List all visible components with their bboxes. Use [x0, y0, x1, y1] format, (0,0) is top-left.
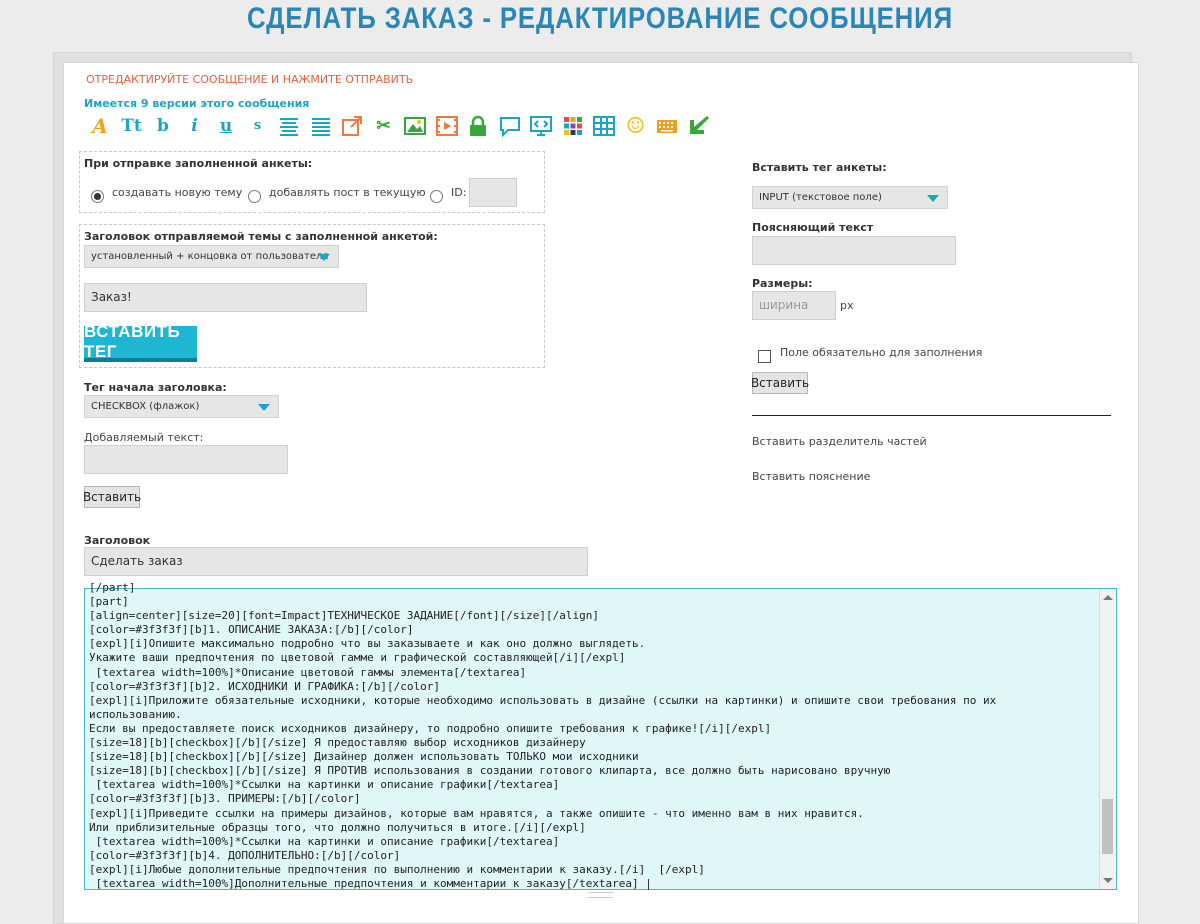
chevron-down-icon: [927, 195, 939, 202]
video-icon[interactable]: [435, 114, 459, 138]
underline-icon[interactable]: u: [219, 116, 233, 136]
editor-line: [textarea width=100%]*Ссылки на картинки и описание графики[/textarea]: [89, 778, 560, 792]
insert-start-tag-button[interactable]: Вставить: [84, 486, 140, 508]
editor-line: [expl][i]Приложите обязательные исходники, которые необходимо использовать в дизайне (ссылки на картинки) и опишите свои требования по их: [89, 693, 997, 707]
editor-line: [color=#3f3f3f][b]3. ПРИМЕРЫ:[/b][/color]: [89, 792, 361, 806]
added-text-label: Добавляемый текст:: [84, 431, 204, 444]
chevron-down-icon: [258, 404, 270, 411]
speech-bubble-icon[interactable]: [498, 114, 522, 138]
editor-line: [size=18][b][checkbox][/b][/size] Я предоставляю выбор исходников дизайнеру: [89, 736, 586, 750]
added-text-input[interactable]: [84, 445, 288, 474]
form-tag-select[interactable]: [752, 186, 948, 209]
scissors-icon[interactable]: ✂: [376, 116, 391, 136]
hint-text-input[interactable]: [752, 236, 956, 265]
editor-line: [textarea width=100%]*Ссылки на картинки и описание графики[/textarea]: [89, 834, 560, 848]
editor-line: [color=#3f3f3f][b]1. ОПИСАНИЕ ЗАКАЗА:[/b][/color]: [89, 623, 414, 637]
thread-title-mode-value: установленный + концовка от пользователя: [91, 251, 329, 262]
editor-line: [textarea width=100%]*Описание цветовой гаммы элемента[/textarea]: [89, 665, 527, 679]
scroll-thumb[interactable]: [1102, 799, 1113, 854]
title-start-tag-select[interactable]: [84, 395, 279, 418]
editor-line: [align=center][size=20][font=Impact]ТЕХНИЧЕСКОЕ ЗАДАНИЕ[/font][/size][/align]: [89, 609, 599, 623]
scroll-up-icon[interactable]: [1103, 595, 1113, 600]
insert-tag-button[interactable]: ВСТАВИТЬ ТЕГ: [84, 326, 197, 362]
image-icon[interactable]: [403, 114, 427, 138]
form-tag-value: INPUT (текстовое поле): [759, 192, 882, 203]
editor-line: [size=18][b][checkbox][/b][/size] Дизайнер должен использовать ТОЛЬКО мои исходники: [89, 750, 639, 764]
on-submit-label: При отправке заполненной анкеты:: [84, 157, 313, 170]
editor-line: Или приблизительные образцы того, что должно получиться в итоге.[/i][/expl]: [89, 820, 586, 834]
editor-line: [textarea width=100%]Дополнительные предпочтения и комментарии к заказу[/textarea] |: [89, 876, 652, 890]
editor-line: [color=#3f3f3f][b]4. ДОПОЛНИТЕЛЬНО:[/b][/color]: [89, 848, 401, 862]
radio-new-topic[interactable]: [91, 186, 104, 205]
instruction-text: ОТРЕДАКТИРУЙТЕ СООБЩЕНИЕ И НАЖМИТЕ ОТПРАВИТЬ: [86, 73, 414, 86]
resize-handle[interactable]: [588, 892, 613, 898]
title-start-tag-label: Тег начала заголовка:: [84, 381, 227, 394]
align-justify-icon[interactable]: [309, 114, 333, 138]
insert-separator-link[interactable]: Вставить разделитель частей: [752, 435, 927, 448]
title-start-tag-value: CHECKBOX (флажок): [91, 401, 200, 412]
radio-add-post-label: добавлять пост в текущую: [269, 186, 426, 199]
arrow-down-left-icon[interactable]: [687, 114, 711, 138]
font-size-icon[interactable]: Tt: [121, 116, 142, 136]
editor-line: Если вы предоставляете поиск исходников дизайнеру, то подробно опишите требования к графике![/i][/expl]: [89, 721, 772, 735]
editor-line: [/part]: [89, 581, 136, 594]
lock-icon[interactable]: [466, 114, 490, 138]
width-input[interactable]: ширина: [752, 291, 836, 320]
chevron-down-icon: [318, 254, 330, 261]
external-link-icon[interactable]: [340, 114, 364, 138]
editor-toolbar: [88, 112, 718, 140]
id-input[interactable]: [469, 178, 517, 207]
editor-line: использованию.: [89, 707, 182, 721]
radio-new-topic-label: создавать новую тему: [112, 186, 243, 199]
align-center-icon[interactable]: [277, 114, 301, 138]
editor-line: [color=#3f3f3f][b]2. ИСХОДНИКИ И ГРАФИКА:[/b][/color]: [89, 679, 440, 693]
insert-form-tag-label: Вставить тег анкеты:: [752, 161, 887, 174]
hint-text-label: Поясняющий текст: [752, 221, 874, 234]
thread-title-label: Заголовок отправляемой темы с заполненной анкетой:: [84, 230, 438, 243]
editor-line: [size=18][b][checkbox][/b][/size] Я ПРОТИВ использования в создании готового клипарта, все должно быть нарисовано вручную: [89, 764, 891, 778]
bold-icon[interactable]: b: [157, 116, 169, 136]
insert-explanation-link[interactable]: Вставить пояснение: [752, 470, 871, 483]
thread-title-mode-select[interactable]: [84, 245, 339, 268]
editor-line: [expl][i]Любые дополнительные предпочтения по выполнению и комментарии к заказу.[/i] [/expl]: [89, 862, 705, 876]
editor-line: [expl][i]Приведите ссылки на примеры дизайнов, которые вам нравятся, а также опишите - что именно вам в них нравится.: [89, 806, 864, 820]
editor-line: [part]: [89, 595, 129, 609]
divider: [752, 415, 1111, 416]
keyboard-icon[interactable]: [655, 114, 679, 138]
font-color-icon[interactable]: A: [92, 114, 108, 138]
sizes-label: Размеры:: [752, 277, 813, 290]
radio-add-post[interactable]: [248, 186, 261, 205]
editor-scrollbar[interactable]: [1099, 589, 1116, 889]
table-icon[interactable]: [592, 114, 616, 138]
color-palette-icon[interactable]: [561, 114, 585, 138]
thread-title-input[interactable]: Заказ!: [84, 283, 367, 312]
italic-icon[interactable]: i: [191, 116, 198, 136]
page-title: СДЕЛАТЬ ЗАКАЗ - РЕДАКТИРОВАНИЕ СООБЩЕНИЯ: [247, 2, 953, 35]
subject-input[interactable]: Сделать заказ: [84, 547, 588, 576]
required-checkbox[interactable]: [758, 346, 771, 365]
editor-line: Укажите ваши предпочтения по цветовой гамме и графической составляющей[/i][/expl]: [89, 651, 626, 665]
radio-id[interactable]: [430, 186, 443, 205]
editor-text[interactable]: [89, 581, 1096, 891]
message-editor[interactable]: [84, 581, 1117, 890]
code-monitor-icon[interactable]: [529, 114, 553, 138]
required-checkbox-label: Поле обязательно для заполнения: [780, 346, 983, 359]
versions-link[interactable]: Имеется 9 версии этого сообщения: [84, 97, 310, 110]
strikethrough-icon[interactable]: s: [253, 118, 262, 133]
insert-form-tag-button[interactable]: Вставить: [752, 372, 808, 394]
px-unit: px: [840, 299, 854, 312]
radio-id-label: ID:: [451, 186, 467, 199]
editor-line: [expl][i]Опишите максимально подробно что вы заказываете и как оно должно выглядеть.: [89, 637, 646, 651]
smiley-icon[interactable]: ☺: [625, 113, 646, 139]
scroll-down-icon[interactable]: [1103, 878, 1113, 883]
subject-label: Заголовок: [84, 534, 151, 547]
